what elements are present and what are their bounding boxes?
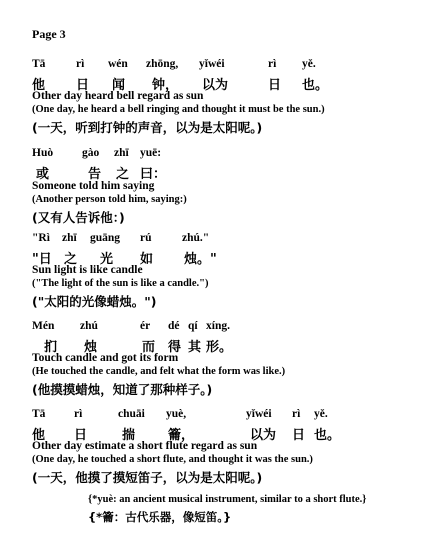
pinyin-word: rì bbox=[268, 58, 277, 70]
footnote-english: {*yuè: an ancient musical instrument, similar to a short flute.} bbox=[88, 494, 367, 505]
hanzi-char: 曰： bbox=[140, 167, 167, 182]
hanzi-char: 而 bbox=[142, 340, 156, 355]
hanzi-char: 扪 bbox=[44, 340, 58, 355]
translation-line: (One day, he touched a short flute, and thought it was the sun.) bbox=[32, 454, 313, 465]
pinyin-word: dé bbox=[168, 320, 180, 332]
hanzi-char: 日 bbox=[74, 428, 88, 443]
hanzi-char: 光 bbox=[100, 252, 114, 267]
hanzi-char: 籥， bbox=[168, 428, 195, 443]
pinyin-word: Mén bbox=[32, 320, 55, 332]
hanzi-char: 之 bbox=[64, 252, 78, 267]
hanzi-char: 闻 bbox=[112, 78, 126, 93]
hanzi-char: 烛 bbox=[84, 340, 98, 355]
hanzi-char: 其 bbox=[188, 340, 202, 355]
hanzi-char: 之 bbox=[116, 167, 130, 182]
translation-line: (Another person told him, saying:) bbox=[32, 194, 187, 205]
pinyin-word: Tā bbox=[32, 58, 46, 70]
pinyin-word: zhú." bbox=[182, 232, 210, 244]
pinyin-word: xíng. bbox=[206, 320, 230, 332]
pinyin-word: ér bbox=[140, 320, 151, 332]
translation-line: ("The light of the sun is like a candle.") bbox=[32, 278, 209, 289]
hanzi-char: 形。 bbox=[206, 340, 233, 355]
pinyin-word: zhī bbox=[114, 147, 129, 159]
page-label: Page 3 bbox=[32, 27, 66, 41]
pinyin-word: chuāi bbox=[118, 408, 145, 420]
hanzi-char: 日 bbox=[268, 78, 282, 93]
pinyin-word: yuè, bbox=[166, 408, 187, 420]
pinyin-word: Tā bbox=[32, 408, 46, 420]
pinyin-word: zhú bbox=[80, 320, 98, 332]
pinyin-word: gào bbox=[82, 147, 100, 159]
hanzi-char: 日 bbox=[76, 78, 90, 93]
chinese-translation-line: (他摸摸蜡烛，知道了那种样子。) bbox=[32, 382, 213, 397]
hanzi-char: 日 bbox=[292, 428, 306, 443]
hanzi-char: 如 bbox=[140, 252, 154, 267]
pinyin-word: rú bbox=[140, 232, 152, 244]
hanzi-char: 也。 bbox=[314, 428, 341, 443]
gloss-line: Other day heard bell regard as sun bbox=[32, 90, 204, 102]
hanzi-char: 或 bbox=[36, 167, 50, 182]
hanzi-char: 揣 bbox=[122, 428, 136, 443]
hanzi-char: 烛。" bbox=[184, 252, 217, 267]
pinyin-word: rì bbox=[292, 408, 301, 420]
pinyin-word: zhōng, bbox=[146, 58, 179, 70]
hanzi-char: 告 bbox=[88, 167, 102, 182]
hanzi-char: 他 bbox=[32, 78, 46, 93]
pinyin-word: yě. bbox=[314, 408, 328, 420]
pinyin-word: guāng bbox=[90, 232, 121, 244]
pinyin-word: yǐwéi bbox=[199, 58, 225, 70]
hanzi-char: 以为 bbox=[202, 78, 229, 93]
pinyin-word: yuē: bbox=[140, 147, 162, 159]
hanzi-char: 得 bbox=[168, 340, 182, 355]
pinyin-word: Huò bbox=[32, 147, 54, 159]
gloss-line: Other day estimate a short flute regard as sun bbox=[32, 440, 258, 452]
pinyin-word: qí bbox=[188, 320, 198, 332]
footnote-chinese: {*籥：古代乐器，像短笛。} bbox=[88, 510, 232, 524]
pinyin-word: zhī bbox=[62, 232, 77, 244]
chinese-translation-line: (一天，听到打钟的声音，以为是太阳呢。) bbox=[32, 120, 263, 135]
chinese-translation-line: (一天，他摸了摸短笛子，以为是太阳呢。) bbox=[32, 470, 263, 485]
pinyin-word: rì bbox=[74, 408, 83, 420]
hanzi-char: 钟， bbox=[152, 78, 179, 93]
hanzi-char: 也。 bbox=[302, 78, 329, 93]
gloss-line: Someone told him saying bbox=[32, 180, 155, 192]
pinyin-word: wén bbox=[108, 58, 128, 70]
gloss-line: Sun light is like candle bbox=[32, 264, 143, 276]
translation-line: (One day, he heard a bell ringing and thought it must be the sun.) bbox=[32, 104, 325, 115]
hanzi-char: "日 bbox=[32, 252, 52, 267]
pinyin-word: rì bbox=[76, 58, 85, 70]
pinyin-word: yě. bbox=[302, 58, 316, 70]
pinyin-word: yǐwéi bbox=[246, 408, 272, 420]
gloss-line: Touch candle and got its form bbox=[32, 352, 179, 364]
chinese-translation-line: ("太阳的光像蜡烛。") bbox=[32, 294, 157, 309]
hanzi-char: 他 bbox=[32, 428, 46, 443]
chinese-translation-line: (又有人告诉他：) bbox=[32, 210, 125, 225]
translation-line: (He touched the candle, and felt what the form was like.) bbox=[32, 366, 286, 377]
pinyin-word: "Rì bbox=[32, 232, 50, 244]
hanzi-char: 以为 bbox=[250, 428, 277, 443]
